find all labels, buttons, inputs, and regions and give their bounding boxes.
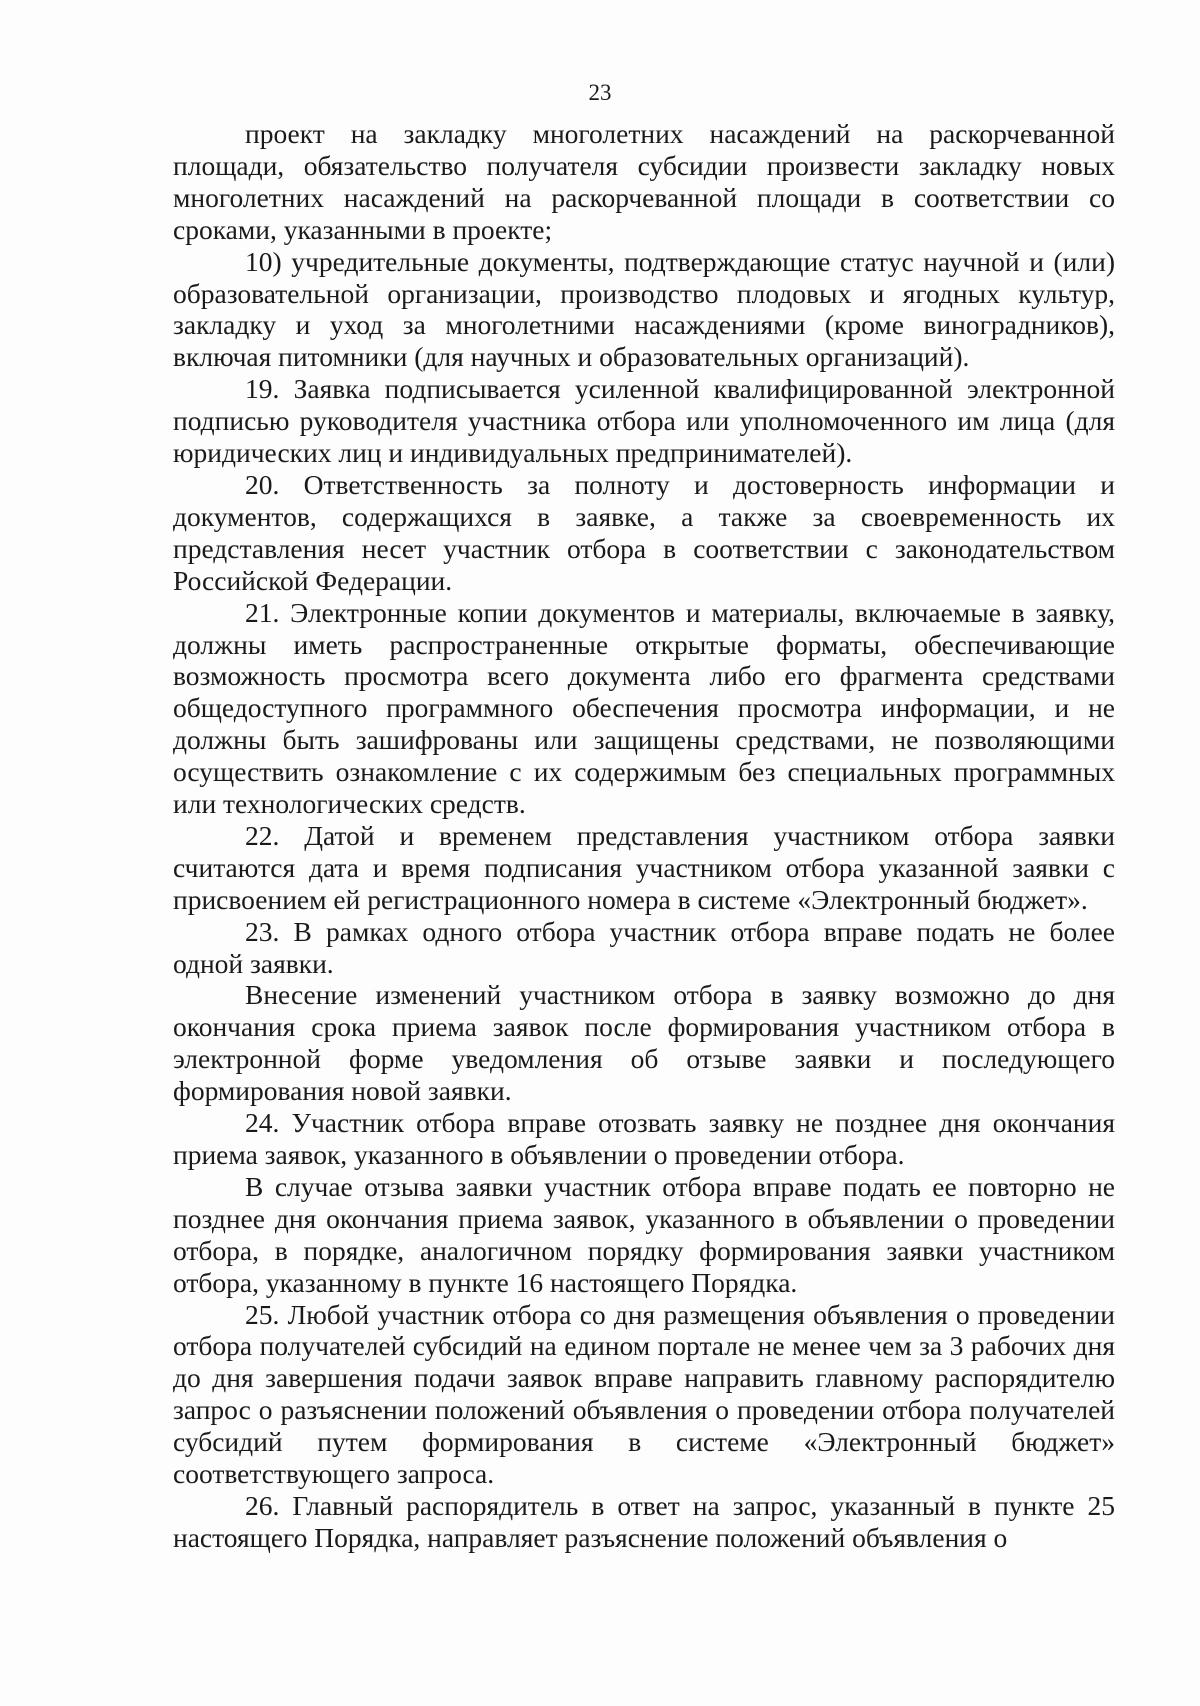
paragraph: 25. Любой участник отбора со дня размещения объявления о проведении отбора получателей субсидий на едином портале не менее чем за 3 рабочих дня до дня завершения подачи заявок вправе направить главному распорядителю запрос о разъяснении положений объявления о проведении отбора получателей субсидий путем формирования в системе «Электронный бюджет» соответствующего запроса.	[173, 1298, 1115, 1490]
paragraph: Внесение изменений участником отбора в заявку возможно до дня окончания срока приема заявок после формирования участником отбора в электронной форме уведомления об отзыве заявки и последующего формирования новой заявки.	[173, 979, 1115, 1107]
page-number: 23	[588, 80, 612, 105]
paragraph: 19. Заявка подписывается усиленной квалифицированной электронной подписью руководителя участника отбора или уполномоченного им лица (для юридических лиц и индивидуальных предпринимателей).	[173, 373, 1115, 469]
paragraph: 21. Электронные копии документов и материалы, включаемые в заявку, должны иметь распространенные открытые форматы, обеспечивающие возможность просмотра всего документа либо его фрагмента средствами общедоступного программного обеспечения просмотра информации, и не должны быть зашифрованы или защищены средствами, не позволяющими осуществить ознакомление с их содержимым без специальных программных или технологических средств.	[173, 596, 1115, 820]
document-body	[173, 118, 1115, 1554]
paragraph: 24. Участник отбора вправе отозвать заявку не позднее дня окончания приема заявок, указанного в объявлении о проведении отбора.	[173, 1107, 1115, 1170]
paragraph: 20. Ответственность за полноту и достоверность информации и документов, содержащихся в заявке, а также за своевременность их представления несет участник отбора в соответствии с законодательством Российской Федерации.	[173, 468, 1115, 596]
paragraph: 10) учредительные документы, подтверждающие статус научной и (или) образовательной организации, производство плодовых и ягодных культур, закладку и уход за многолетними насаждениями (кроме виноградников), включая питомники (для научных и образовательных организаций).	[173, 245, 1115, 373]
paragraph: В случае отзыва заявки участник отбора вправе подать ее повторно не позднее дня окончания приема заявок, указанного в объявлении о проведении отбора, в порядке, аналогичном порядку формирования заявки участником отбора, указанному в пункте 16 настоящего Порядка.	[173, 1170, 1115, 1298]
paragraph: 26. Главный распорядитель в ответ на запрос, указанный в пункте 25 настоящего Порядка, направляет разъяснение положений объявления о	[173, 1489, 1115, 1553]
paragraph: 22. Датой и временем представления участником отбора заявки считаются дата и время подписания участником отбора указанной заявки с присвоением ей регистрационного номера в системе «Электронный бюджет».	[173, 819, 1115, 915]
paragraph: 23. В рамках одного отбора участник отбора вправе подать не более одной заявки.	[173, 915, 1115, 979]
paragraph: проект на закладку многолетних насаждений на раскорчеванной площади, обязательство получателя субсидии произвести закладку новых многолетних насаждений на раскорчеванной площади в соответствии со сроками, указанными в проекте;	[173, 118, 1115, 245]
